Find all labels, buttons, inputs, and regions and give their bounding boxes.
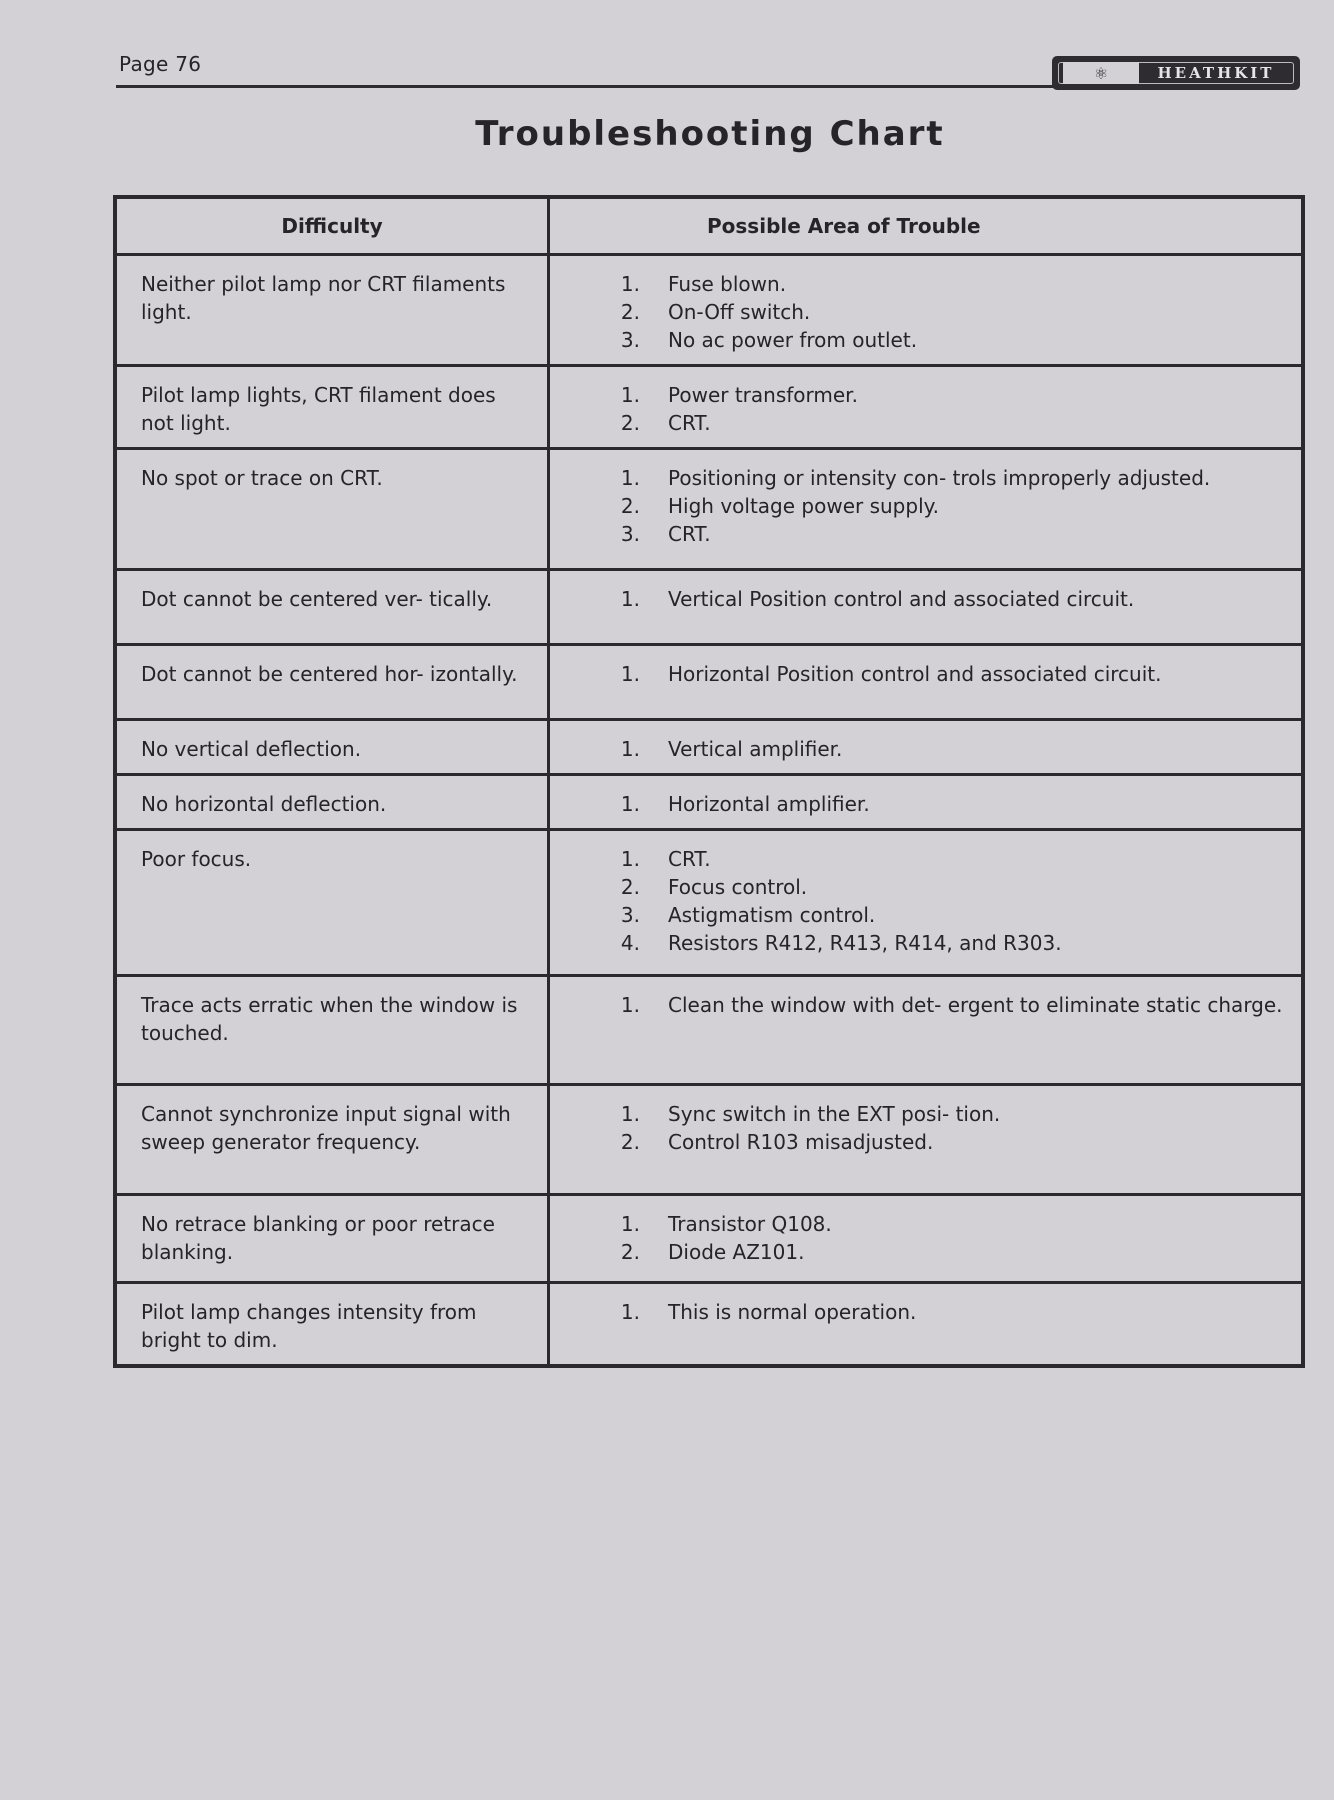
difficulty-cell: No vertical deflection.	[115, 720, 549, 775]
item-text: Vertical amplifier.	[668, 737, 843, 761]
item-number: 1.	[620, 662, 640, 686]
trouble-area-cell	[549, 449, 1304, 570]
table-row	[115, 366, 1303, 449]
atom-icon: ⚛	[1063, 62, 1139, 84]
item-number: 2.	[620, 300, 640, 324]
item-text: Horizontal amplifier.	[668, 792, 870, 816]
trouble-item	[550, 1210, 1291, 1238]
trouble-item	[550, 901, 1291, 929]
trouble-area-cell	[549, 830, 1304, 976]
item-text: Clean the window with det- ergent to eliminate static charge.	[668, 993, 1283, 1017]
column-header-difficulty: Difficulty	[115, 197, 549, 255]
trouble-item	[550, 326, 1291, 354]
trouble-area-cell	[549, 775, 1304, 830]
trouble-item	[550, 492, 1291, 520]
trouble-item	[550, 464, 1291, 492]
item-text: Focus control.	[668, 875, 808, 899]
table-row	[115, 720, 1303, 775]
trouble-item	[550, 409, 1291, 437]
item-text: Horizontal Position control and associated circuit.	[668, 662, 1162, 686]
header-rule	[116, 85, 1056, 88]
table-row	[115, 255, 1303, 366]
trouble-item	[550, 1128, 1291, 1156]
item-number: 3.	[620, 903, 640, 927]
item-number: 1.	[620, 383, 640, 407]
table-row	[115, 1085, 1303, 1195]
trouble-item	[550, 585, 1291, 613]
item-text: No ac power from outlet.	[668, 328, 918, 352]
item-text: CRT.	[668, 411, 711, 435]
table-row	[115, 1283, 1303, 1367]
table-row	[115, 830, 1303, 976]
column-header-area: Possible Area of Trouble	[549, 197, 1304, 255]
item-text: Fuse blown.	[668, 272, 787, 296]
trouble-area-cell	[549, 1283, 1304, 1367]
trouble-area-cell	[549, 1195, 1304, 1283]
trouble-area-cell	[549, 645, 1304, 720]
trouble-area-cell	[549, 1085, 1304, 1195]
trouble-item	[550, 873, 1291, 901]
item-text: Resistors R412, R413, R414, and R303.	[668, 931, 1062, 955]
difficulty-cell: Neither pilot lamp nor CRT filaments light.	[115, 255, 549, 366]
difficulty-cell: Trace acts erratic when the window is touched.	[115, 976, 549, 1085]
trouble-item	[550, 1238, 1291, 1266]
trouble-area-cell	[549, 976, 1304, 1085]
item-text: High voltage power supply.	[668, 494, 939, 518]
item-number: 1.	[620, 737, 640, 761]
difficulty-cell: Dot cannot be centered hor- izontally.	[115, 645, 549, 720]
item-text: CRT.	[668, 847, 711, 871]
table-row	[115, 645, 1303, 720]
item-number: 2.	[620, 1130, 640, 1154]
item-number: 1.	[620, 792, 640, 816]
difficulty-cell: Pilot lamp lights, CRT filament does not light.	[115, 366, 549, 449]
difficulty-cell: No spot or trace on CRT.	[115, 449, 549, 570]
trouble-area-cell	[549, 570, 1304, 645]
item-number: 2.	[620, 875, 640, 899]
table-header-row	[115, 197, 1303, 255]
item-number: 3.	[620, 328, 640, 352]
table-row	[115, 570, 1303, 645]
table-row	[115, 976, 1303, 1085]
item-text: Astigmatism control.	[668, 903, 876, 927]
heathkit-logo	[1052, 56, 1300, 90]
item-number: 2.	[620, 1240, 640, 1264]
trouble-item	[550, 790, 1291, 818]
difficulty-cell: No horizontal deflection.	[115, 775, 549, 830]
item-number: 1.	[620, 847, 640, 871]
trouble-item	[550, 929, 1291, 957]
page-title: Troubleshooting Chart	[475, 114, 945, 154]
item-text: This is normal operation.	[668, 1300, 917, 1324]
trouble-item	[550, 298, 1291, 326]
item-number: 3.	[620, 522, 640, 546]
item-number: 4.	[620, 931, 640, 955]
item-text: Diode AZ101.	[668, 1240, 805, 1264]
trouble-area-cell	[549, 255, 1304, 366]
table-row	[115, 1195, 1303, 1283]
item-number: 1.	[620, 466, 640, 490]
item-text: Vertical Position control and associated circuit.	[668, 587, 1135, 611]
item-number: 1.	[620, 272, 640, 296]
trouble-area-cell	[549, 366, 1304, 449]
item-number: 1.	[620, 587, 640, 611]
item-text: Transistor Q108.	[668, 1212, 832, 1236]
item-text: Control R103 misadjusted.	[668, 1130, 934, 1154]
item-number: 1.	[620, 1300, 640, 1324]
brand-name: HEATHKIT	[1157, 64, 1275, 82]
trouble-item	[550, 845, 1291, 873]
item-text: Power transformer.	[668, 383, 858, 407]
difficulty-cell: Dot cannot be centered ver- tically.	[115, 570, 549, 645]
item-text: Positioning or intensity con- trols improperly adjusted.	[668, 466, 1211, 490]
trouble-item	[550, 660, 1291, 688]
trouble-item	[550, 381, 1291, 409]
trouble-item	[550, 991, 1291, 1019]
page-number: Page 76	[119, 52, 202, 76]
trouble-item	[550, 735, 1291, 763]
trouble-item	[550, 270, 1291, 298]
item-number: 2.	[620, 411, 640, 435]
trouble-item	[550, 1298, 1291, 1326]
table-row	[115, 449, 1303, 570]
trouble-item	[550, 520, 1291, 548]
difficulty-cell: Cannot synchronize input signal with sweep generator frequency.	[115, 1085, 549, 1195]
item-text: CRT.	[668, 522, 711, 546]
difficulty-cell: Pilot lamp changes intensity from bright to dim.	[115, 1283, 549, 1367]
item-text: On-Off switch.	[668, 300, 811, 324]
trouble-area-cell	[549, 720, 1304, 775]
trouble-item	[550, 1100, 1291, 1128]
difficulty-cell: Poor focus.	[115, 830, 549, 976]
troubleshooting-table	[113, 195, 1305, 1368]
difficulty-cell: No retrace blanking or poor retrace blanking.	[115, 1195, 549, 1283]
item-number: 1.	[620, 993, 640, 1017]
item-number: 1.	[620, 1212, 640, 1236]
item-number: 1.	[620, 1102, 640, 1126]
item-text: Sync switch in the EXT posi- tion.	[668, 1102, 1001, 1126]
table-row	[115, 775, 1303, 830]
item-number: 2.	[620, 494, 640, 518]
